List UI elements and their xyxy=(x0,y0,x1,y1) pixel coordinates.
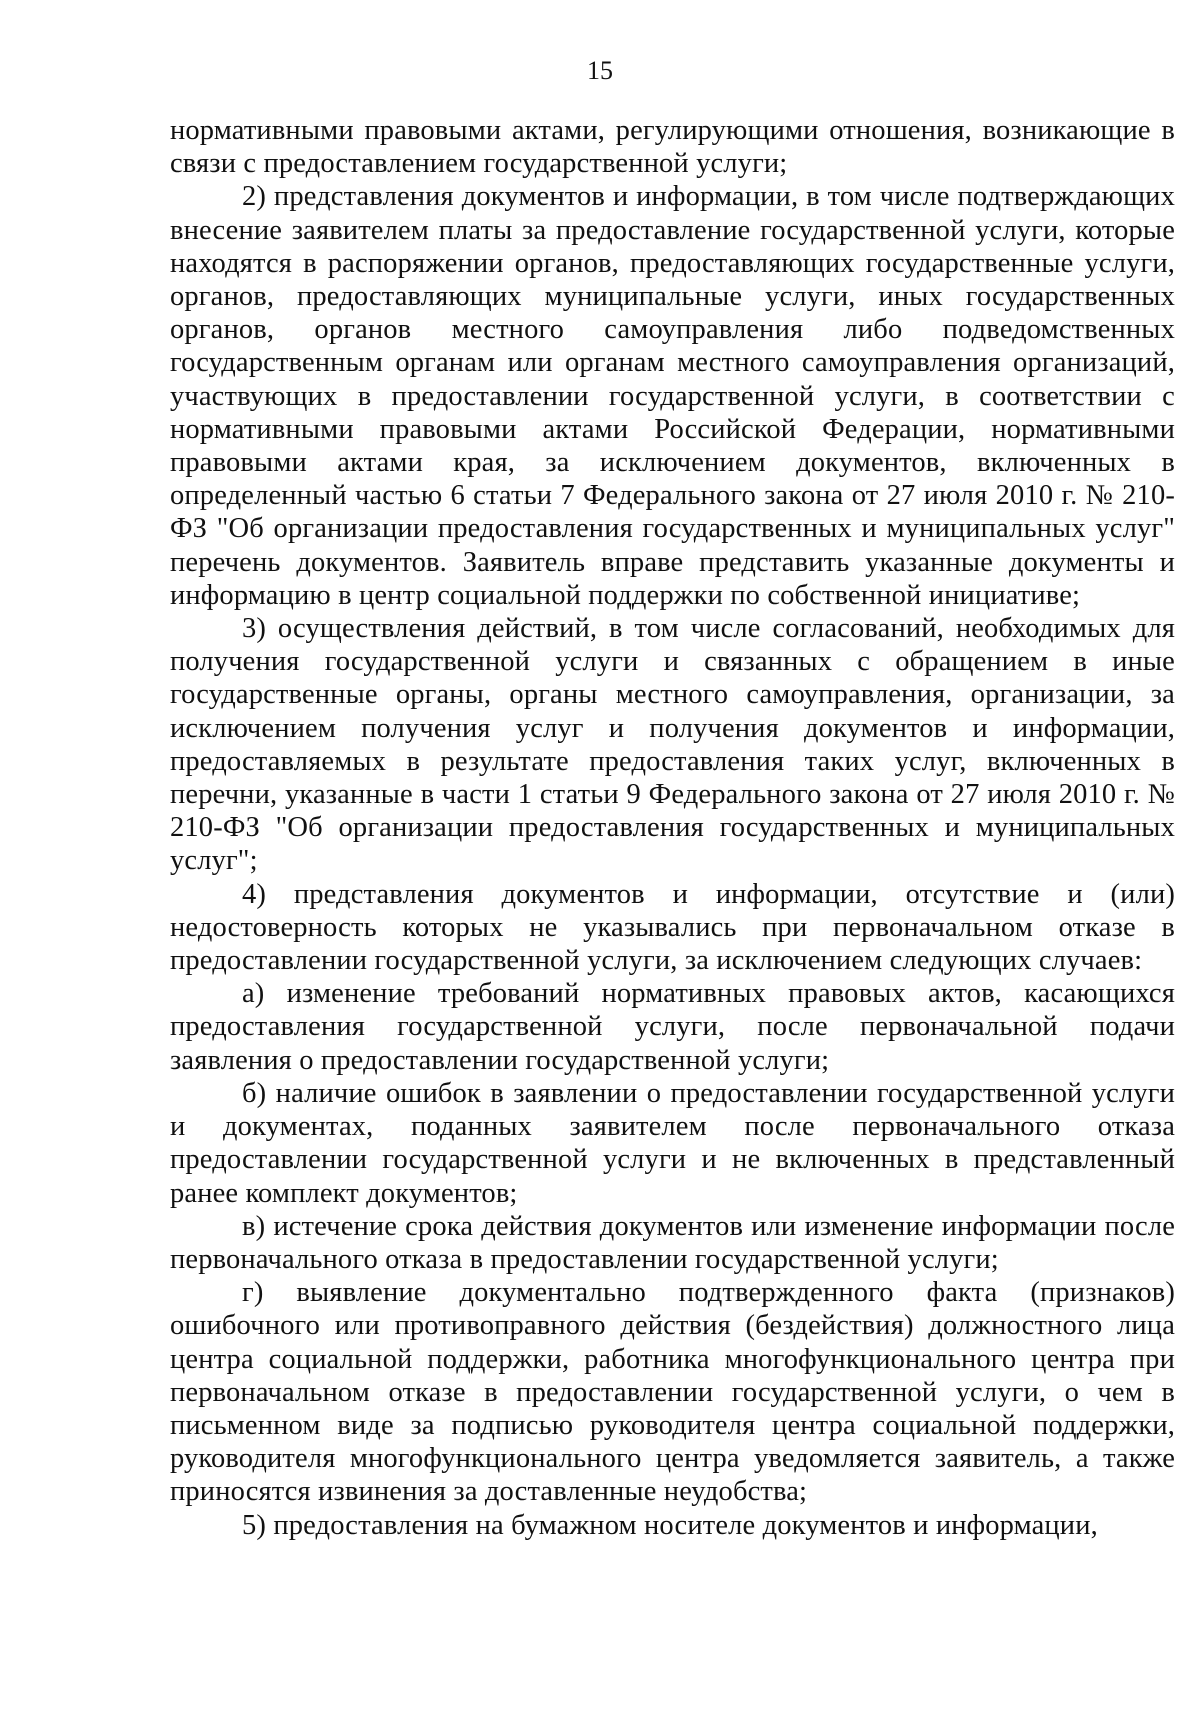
list-item-4: 4) представления документов и информации, отсутствие и (или) недостоверность которых не указывались при первоначальном отказе в предоставлении государственной услуги, за исключением следующих случаев: xyxy=(170,878,1175,977)
sub-item-a: а) изменение требований нормативных правовых актов, касающихся предоставления государственной услуги, после первоначальной подачи заявления о предоставлении государственной услуги; xyxy=(170,978,1175,1076)
list-item-2: 2) представления документов и информации, в том числе подтверждающих внесение заявителем платы за предоставление государственной услуги, которые находятся в распоряжении органов, предоставляющих государственные услуги, органов, предоставляющих муниципальные услуги, иных государственных органов, органов местного самоуправления либо подведомственных государственным органам или органам местного самоуправления организаций, участвующих в предоставлении государственной услуги, в соответствии с нормативными правовыми актами Российской Федерации, нормативными правовыми актами края, за исключением документов, включенных в определенный частью 6 статьи 7 Федерального закона от 27 июля 2010 г. № 210-ФЗ "Об организации предоставления государственных и муниципальных услуг" перечень документов. Заявитель вправе представить указанные документы и информацию в центр социальной поддержки по собственной инициативе; xyxy=(170,181,1175,611)
list-item-5: 5) предоставления на бумажном носителе документов и информации, xyxy=(242,1509,1098,1541)
sub-item-g: г) выявление документально подтвержденного факта (признаков) ошибочного или противоправного действия (бездействия) должностного лица центра социальной поддержки, работника многофункционального центра при первоначальном отказе в предоставлении государственной услуги, о чем в письменном виде за подписью руководителя центра социальной поддержки, руководителя многофункционального центра уведомляется заявитель, а также приносятся извинения за доставленные неудобства; xyxy=(170,1277,1175,1508)
list-item-3: 3) осуществления действий, в том числе согласований, необходимых для получения государственной услуги и связанных с обращением в иные государственные органы, органы местного самоуправления, организации, за исключением получения услуг и получения документов и информации, предоставляемых в результате предоставления таких услуг, включенных в перечни, указанные в части 1 статьи 9 Федерального закона от 27 июля 2010 г. № 210-ФЗ "Об организации предоставления государственных и муниципальных услуг"; xyxy=(170,613,1175,877)
paragraph-continuation: нормативными правовыми актами, регулирующими отношения, возникающие в связи с предоставлением государственной услуги; xyxy=(170,115,1175,180)
sub-item-v: в) истечение срока действия документов или изменение информации после первоначального отказа в предоставлении государственной услуги; xyxy=(170,1210,1175,1275)
sub-item-b: б) наличие ошибок в заявлении о предоставлении государственной услуги и документах, поданных заявителем после первоначального отказа предоставлении государственной услуги и не включенных в представленный ранее комплект документов; xyxy=(170,1077,1175,1209)
document-body xyxy=(170,114,1175,1542)
page-number: 15 xyxy=(587,56,613,85)
